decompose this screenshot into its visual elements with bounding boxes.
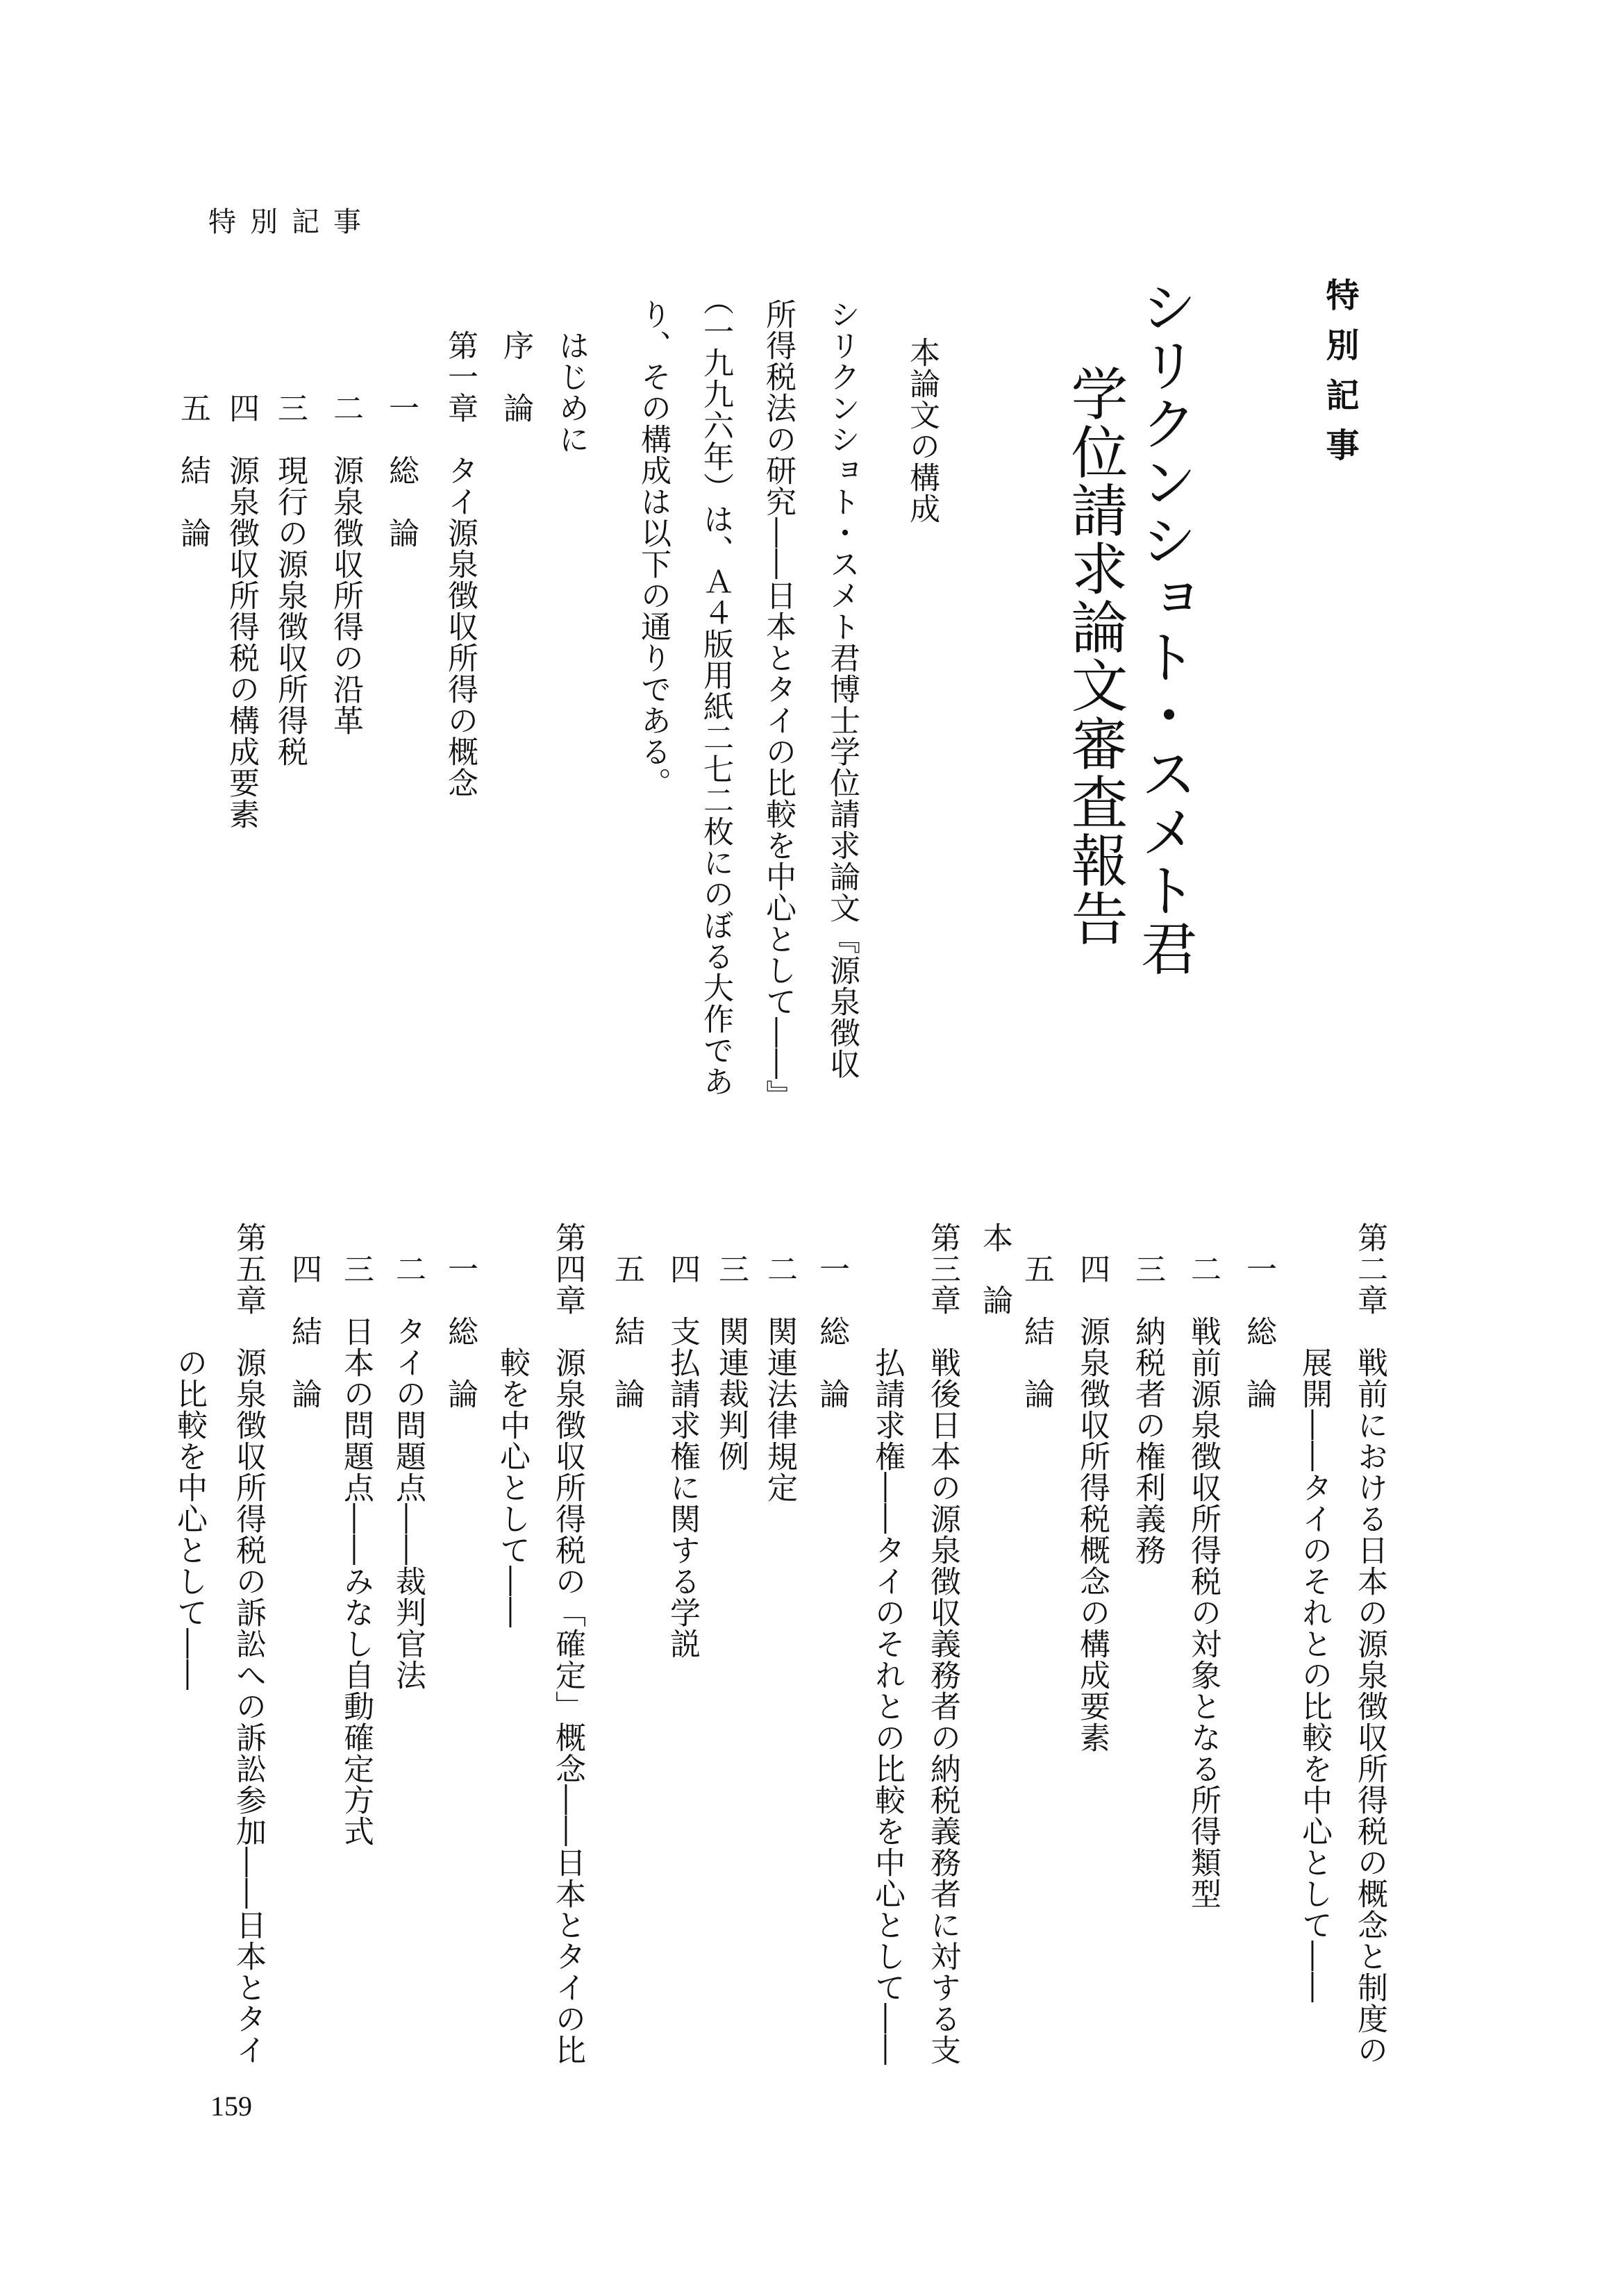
toc-lower-3: 一 総 論 [1241,1222,1276,1409]
intro-line-3: （一九九六年）は、Ａ４版用紙二七二枚にのぼる大作であ [698,285,733,1097]
intro-line-2: 所得税法の研究――日本とタイの比較を中心として――』 [760,299,796,1111]
page-number: 159 [210,2090,252,2122]
toc-lower-10: 第三章 戦後日本の源泉徴収義務者の納税義務者に対する支 [925,1222,960,2065]
toc-upper-4: 一 総 論 [383,361,419,548]
toc-lower-23: 四 結 論 [286,1222,322,1409]
toc-lower-16: 五 結 論 [609,1222,644,1409]
toc-lower-26: の比較を中心として―― [172,1222,207,1691]
toc-lower-12: 一 総 論 [814,1222,849,1409]
toc-lower-18: 第四章 源泉徴収所得税の「確定」概念――日本とタイの比 [550,1222,585,2065]
article-title-line2: 学位請求論文審査報告 [1062,364,1128,948]
toc-upper-2: 序 論 [498,330,533,424]
toc-lower-20: 一 総 論 [442,1222,478,1409]
intro-line-1: シリクンショト・スメト君博士学位請求論文『源泉徴収 [824,299,860,1080]
toc-lower-14: 三 関連裁判例 [713,1222,749,1472]
toc-upper-5: 二 源泉徴収所得の沿革 [328,361,363,736]
toc-upper-7: 四 源泉徴収所得税の構成要素 [224,361,259,830]
toc-lower-11: 払請求権――タイのそれとの比較を中心として―― [869,1222,905,2065]
toc-lower-5: 三 納税者の権利義務 [1130,1222,1165,1566]
toc-lower-22: 三 日本の問題点――みなし自動確定方式 [338,1222,374,1847]
toc-upper-3: 第一章 タイ源泉徴収所得の概念 [442,330,478,798]
intro-line-4: り、その構成は以下の通りである。 [635,299,671,798]
running-head: 特別記事 [208,206,375,238]
article-title-line1: シリクンショト・スメト君 [1131,278,1197,978]
toc-upper-8: 五 結 論 [175,361,210,548]
toc-lower-19: 較を中心として―― [494,1222,530,1628]
toc-lower-15: 四 支払請求権に関する学説 [665,1222,700,1659]
toc-lower-25: 第五章 源泉徴収所得税の訴訟への訴訟参加――日本とタイ [231,1222,266,2065]
section-heading: 本論文の構成 [904,337,940,524]
toc-lower-9: 本 論 [977,1222,1012,1316]
toc-upper-1: はじめに [553,330,589,455]
section-tag: 特別記事 [1320,278,1359,478]
toc-upper-6: 三 現行の源泉徴収所得税 [272,361,308,767]
toc-lower-13: 二 関連法律規定 [762,1222,797,1503]
toc-lower-2: 展開――タイのそれとの比較を中心として―― [1296,1222,1332,2003]
toc-lower-7: 五 結 論 [1019,1222,1054,1409]
toc-lower-4: 二 戦前源泉徴収所得税の対象となる所得類型 [1185,1222,1221,1909]
toc-lower-6: 四 源泉徴収所得税概念の構成要素 [1074,1222,1110,1753]
toc-lower-21: 二 タイの問題点――裁判官法 [390,1222,426,1691]
toc-lower-1: 第二章 戦前における日本の源泉徴収所得税の概念と制度の [1352,1222,1387,2065]
